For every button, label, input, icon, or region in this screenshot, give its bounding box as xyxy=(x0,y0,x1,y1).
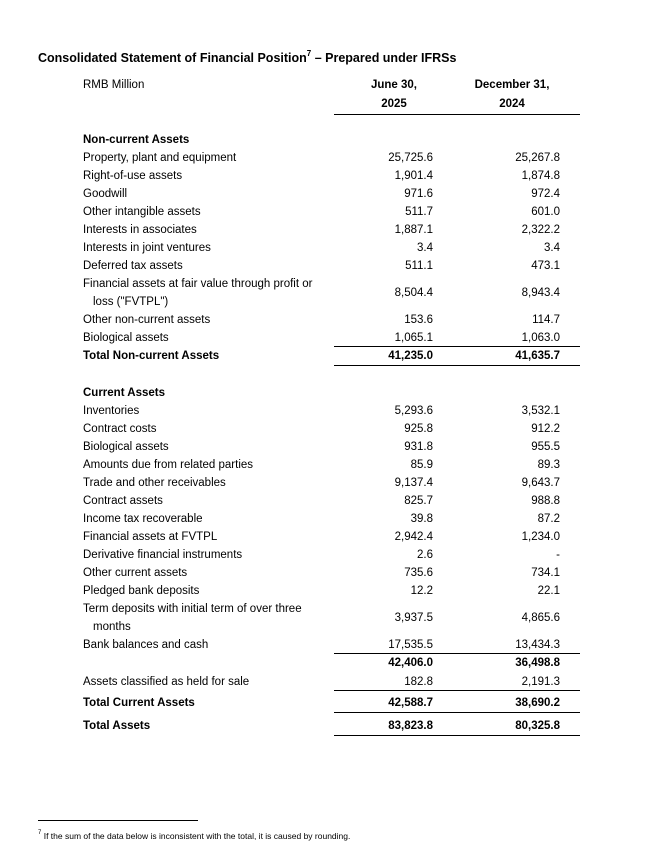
row-value-2024: 955.5 xyxy=(531,441,560,453)
row-label: Interests in joint ventures xyxy=(83,242,211,254)
rule xyxy=(454,735,580,736)
row-value-2024: 2,322.2 xyxy=(521,224,560,236)
row-value-2024: 601.0 xyxy=(531,206,560,218)
row-label: Financial assets at fair value through profit or xyxy=(83,278,313,290)
unit-label: RMB Million xyxy=(83,79,145,91)
row-value-2025: 511.7 xyxy=(405,206,433,218)
row-label-continued: months xyxy=(93,621,131,633)
row-value-2025: 925.8 xyxy=(404,423,433,435)
row-label: Amounts due from related parties xyxy=(83,459,254,471)
title-text: Consolidated Statement of Financial Position xyxy=(38,51,307,66)
title-suffix: – Prepared under IFRSs xyxy=(311,51,457,66)
row-value-2025: 3,937.5 xyxy=(394,612,433,624)
row-value-2025: 5,293.6 xyxy=(394,405,433,417)
total-assets-value-2024: 80,325.8 xyxy=(515,720,560,732)
row-label: Other non-current assets xyxy=(83,314,211,326)
row-value-2024: 8,943.4 xyxy=(521,287,560,299)
rule xyxy=(334,690,454,691)
rule xyxy=(334,346,454,347)
total-value-2024: 38,690.2 xyxy=(515,697,560,709)
row-value-2024: 89.3 xyxy=(537,459,560,471)
row-label: Property, plant and equipment xyxy=(83,152,237,164)
row-label: Trade and other receivables xyxy=(83,477,226,489)
row-value-2024: 9,643.7 xyxy=(521,477,560,489)
rule xyxy=(334,735,454,736)
row-value-2025: 25,725.6 xyxy=(388,152,433,164)
current-heading: Current Assets xyxy=(83,387,166,399)
row-value-2025: 8,504.4 xyxy=(394,287,433,299)
row-value-2025: 39.8 xyxy=(410,513,433,525)
row-value-2024: 87.2 xyxy=(537,513,560,525)
row-value-2025: 3.4 xyxy=(417,242,433,254)
row-label: Biological assets xyxy=(83,441,169,453)
footnote xyxy=(38,831,350,841)
total-value-2025: 42,588.7 xyxy=(388,697,433,709)
total-value-2024: 41,635.7 xyxy=(515,350,560,362)
row-label: Derivative financial instruments xyxy=(83,549,243,561)
page-title xyxy=(38,50,456,65)
footnote-divider xyxy=(38,820,198,821)
row-value-2024: 1,234.0 xyxy=(521,531,560,543)
rule xyxy=(454,346,580,347)
row-label: Income tax recoverable xyxy=(83,513,203,525)
row-value-2025: 2,942.4 xyxy=(394,531,433,543)
row-value-2025: 1,901.4 xyxy=(394,170,433,182)
footnote-number: 7 xyxy=(38,830,42,837)
row-value-2024: 972.4 xyxy=(531,188,560,200)
rule xyxy=(334,653,454,654)
row-value-2024: 2,191.3 xyxy=(521,676,560,688)
total-assets-value-2025: 83,823.8 xyxy=(388,720,433,732)
row-label: Assets classified as held for sale xyxy=(83,676,250,688)
row-value-2024: 22.1 xyxy=(537,585,560,597)
row-value-2025: 931.8 xyxy=(404,441,433,453)
row-label: Deferred tax assets xyxy=(83,260,183,272)
col1-header-line2: 2025 xyxy=(381,98,407,110)
rule xyxy=(454,653,580,654)
row-value-2025: 153.6 xyxy=(404,314,433,326)
row-value-2024: 1,063.0 xyxy=(521,332,560,344)
row-value-2024: 25,267.8 xyxy=(515,152,560,164)
row-value-2024: 4,865.6 xyxy=(521,612,560,624)
rule xyxy=(454,690,580,691)
col2-header-line1: December 31, xyxy=(474,79,550,91)
total-label: Total Non-current Assets xyxy=(83,350,220,362)
header-rule-col1 xyxy=(334,114,454,115)
row-label-continued: loss ("FVTPL") xyxy=(93,296,169,308)
row-label: Interests in associates xyxy=(83,224,197,236)
subtotal-value-2025: 42,406.0 xyxy=(388,657,433,669)
noncurrent-heading: Non-current Assets xyxy=(83,134,190,146)
row-value-2025: 12.2 xyxy=(410,585,433,597)
row-value-2025: 735.6 xyxy=(404,567,433,579)
row-value-2025: 2.6 xyxy=(417,549,433,561)
row-value-2024: 13,434.3 xyxy=(515,639,560,651)
row-label: Financial assets at FVTPL xyxy=(83,531,218,543)
row-value-2025: 17,535.5 xyxy=(388,639,433,651)
row-value-2024: 3,532.1 xyxy=(521,405,560,417)
row-label: Contract costs xyxy=(83,423,157,435)
row-value-2025: 85.9 xyxy=(410,459,433,471)
row-value-2024: 988.8 xyxy=(531,495,560,507)
header-rule-col2 xyxy=(454,114,580,115)
row-value-2024: 3.4 xyxy=(544,242,560,254)
row-value-2025: 182.8 xyxy=(404,676,433,688)
row-value-2025: 1,065.1 xyxy=(394,332,433,344)
row-label: Other current assets xyxy=(83,567,188,579)
row-label: Bank balances and cash xyxy=(83,639,209,651)
row-value-2024: 1,874.8 xyxy=(521,170,560,182)
row-value-2025: 9,137.4 xyxy=(394,477,433,489)
subtotal-value-2024: 36,498.8 xyxy=(515,657,560,669)
row-value-2024: 114.7 xyxy=(532,314,560,326)
footnote-text: If the sum of the data below is inconsistent with the total, it is caused by rounding. xyxy=(41,831,351,841)
row-label: Contract assets xyxy=(83,495,163,507)
row-value-2025: 511.1 xyxy=(405,260,433,272)
row-value-2025: 825.7 xyxy=(404,495,433,507)
row-value-2024: 473.1 xyxy=(531,260,560,272)
total-value-2025: 41,235.0 xyxy=(388,350,433,362)
row-label: Pledged bank deposits xyxy=(83,585,200,597)
rule xyxy=(454,365,580,366)
footnote-ref: 7 xyxy=(306,49,312,58)
row-label: Goodwill xyxy=(83,188,128,200)
rule xyxy=(334,712,454,713)
row-value-2024: - xyxy=(556,549,560,561)
row-value-2024: 734.1 xyxy=(531,567,560,579)
row-label: Other intangible assets xyxy=(83,206,201,218)
col2-header-line2: 2024 xyxy=(499,98,525,110)
row-value-2025: 971.6 xyxy=(404,188,433,200)
total-label: Total Current Assets xyxy=(83,697,195,709)
row-value-2024: 912.2 xyxy=(531,423,560,435)
row-label: Inventories xyxy=(83,405,140,417)
row-value-2025: 1,887.1 xyxy=(394,224,433,236)
rule xyxy=(334,365,454,366)
row-label: Biological assets xyxy=(83,332,169,344)
row-label: Term deposits with initial term of over three xyxy=(83,603,302,615)
total-assets-label: Total Assets xyxy=(83,720,151,732)
row-label: Right-of-use assets xyxy=(83,170,183,182)
rule xyxy=(454,712,580,713)
col1-header-line1: June 30, xyxy=(370,79,418,91)
